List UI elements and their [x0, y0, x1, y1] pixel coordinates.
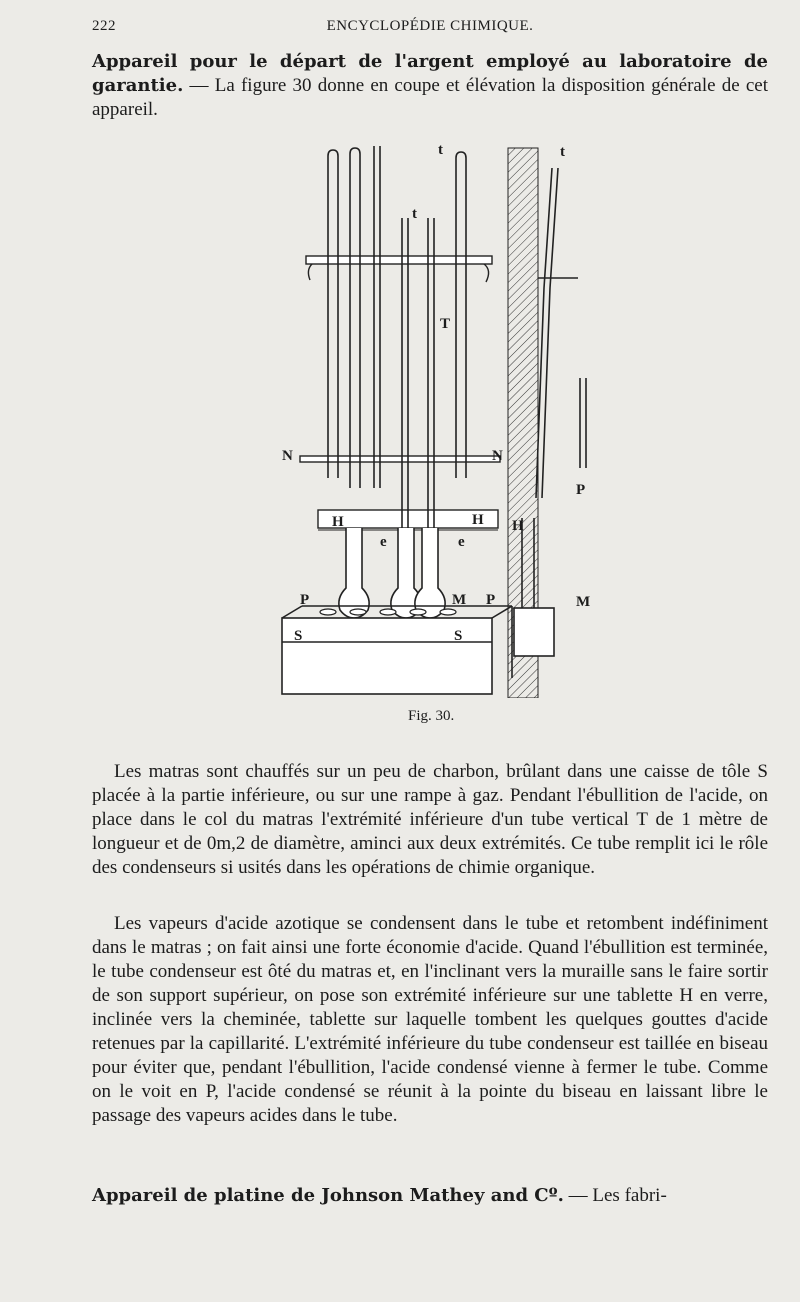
upper-support	[306, 256, 492, 264]
label-H-side: H	[512, 518, 524, 534]
label-P-side: P	[576, 482, 586, 498]
label-M: M	[452, 592, 467, 608]
page-header	[92, 18, 768, 42]
paragraph-heading: Appareil pour le départ de l'argent employé au laboratoire de garantie.	[92, 51, 768, 96]
page-number: 222	[92, 18, 116, 34]
label-P-right: P	[486, 592, 496, 608]
figure-30-apparatus	[262, 138, 614, 698]
apparatus-drawing	[262, 138, 614, 698]
label-N-left: N	[282, 448, 293, 464]
paragraph-text: Les vapeurs d'acide azotique se condensent dans le tube et retombent indéfiniment dans le matras ; on fait ainsi une forte économie d'acide. Quand l'ébullition est terminée, le tube condenseur est ôté du matras et, en l'inclinant vers la muraille sans le faire sortir de son support supérieur, on pose son extrémité inférieure sur une tablette H en verre, inclinée vers la cheminée, tablette sur laquelle tombent les quelques gouttes d'acide retenues par la capillarité. L'extrémité inférieure du tube condenseur est taillée en biseau pour éviter que, pendant l'ébullition, l'acide condensé vienne à fermer le tube. Comme on le voit en P, l'acide condensé se réunit à la pointe du biseau en laissant libre le passage des vapeurs acides dans le tube.	[92, 913, 768, 1126]
paragraph-text: — Les fabri-	[563, 1185, 667, 1206]
label-N-right: N	[492, 448, 503, 464]
figure-caption: Fig. 30.	[408, 708, 455, 724]
label-T: T	[440, 316, 451, 332]
running-title: ENCYCLOPÉDIE CHIMIQUE.	[326, 18, 534, 34]
label-H-left: H	[332, 514, 344, 530]
label-M-side: M	[576, 594, 591, 610]
paragraph-text: — La figure 30 donne en coupe et élévation la disposition générale de cet appareil.	[92, 75, 768, 120]
label-e-right: e	[458, 534, 465, 550]
paragraph-johnson-mathey	[92, 1184, 768, 1208]
label-S-right: S	[454, 628, 463, 644]
paragraph-heading: Appareil de platine de Johnson Mathey and Cº.	[92, 1185, 564, 1206]
label-H-right: H	[472, 512, 484, 528]
flasks	[339, 528, 445, 618]
label-t-right: t	[560, 144, 565, 160]
middle-support	[300, 456, 500, 462]
paragraph-appareil-depart	[92, 50, 768, 122]
label-P-left: P	[300, 592, 310, 608]
paragraph-matras	[92, 760, 768, 880]
label-e-left: e	[380, 534, 387, 550]
label-t-mid: t	[412, 206, 417, 222]
label-t-top: t	[438, 142, 443, 158]
paragraph-text: Les matras sont chauffés sur un peu de charbon, brûlant dans une caisse de tôle S placée à la partie inférieure, ou sur une rampe à gaz. Pendant l'ébullition de l'acide, on place dans le col du matras l'extrémité inférieure d'un tube vertical T de 1 mètre de longueur et de 0m,2 de diamètre, aminci aux deux extrémités. Ce tube remplit ici le rôle des condenseurs si usités dans les opérations de chimie organique.	[92, 761, 768, 878]
label-S-left: S	[294, 628, 303, 644]
iron-box	[282, 606, 512, 694]
paragraph-vapeurs	[92, 912, 768, 1128]
